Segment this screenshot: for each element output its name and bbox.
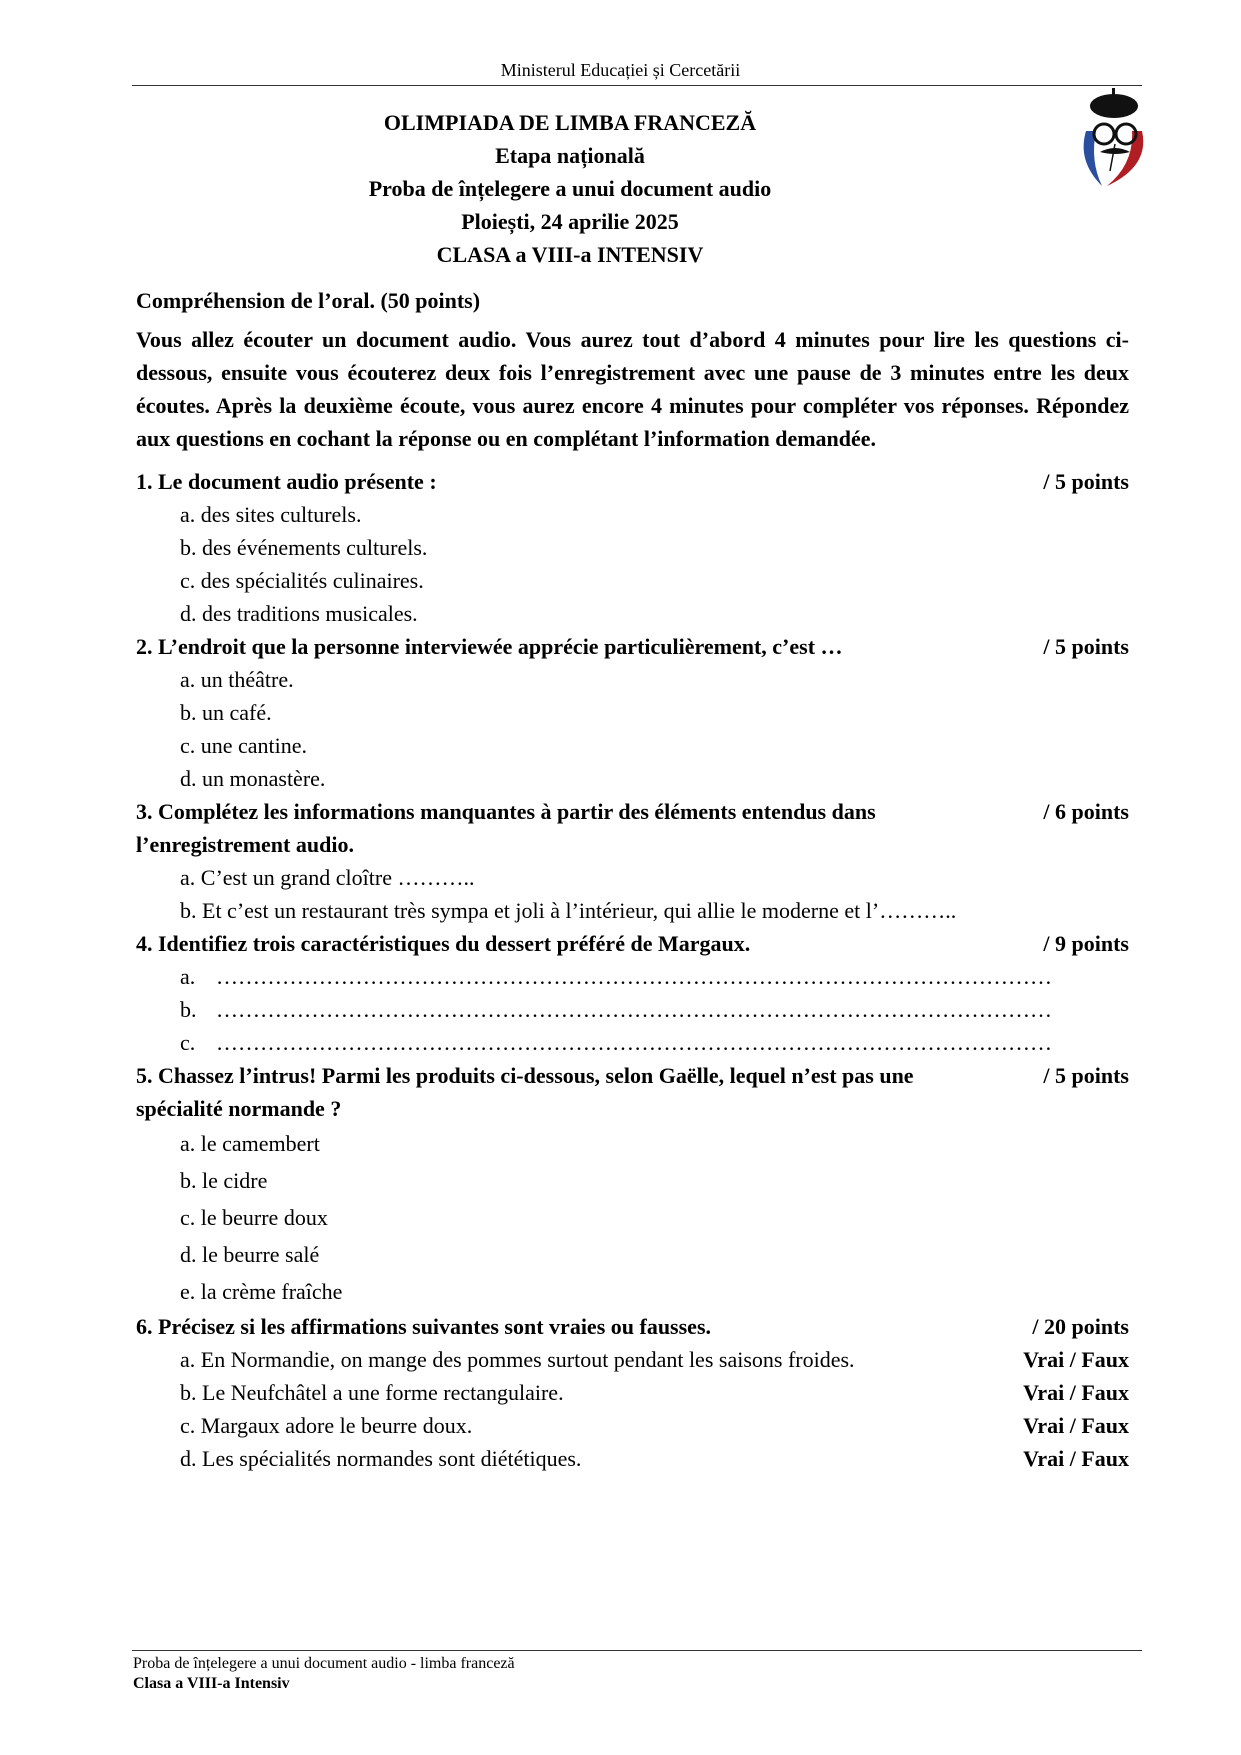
question-text: 3. Complétez les informations manquantes à partir des éléments entendus dans l’enregistrement audio. — [136, 799, 876, 857]
answer-option[interactable]: d. des traditions musicales. — [180, 601, 418, 626]
question-5-block — [136, 1059, 1129, 1310]
question-text: 1. Le document audio présente : — [136, 469, 437, 494]
answer-option[interactable]: d. un monastère. — [180, 766, 326, 791]
statement: a. En Normandie, on mange des pommes surtout pendant les saisons froides. — [180, 1347, 855, 1372]
answer-option[interactable]: b. un café. — [180, 700, 272, 725]
answer-option[interactable]: c. le beurre doux — [180, 1205, 328, 1230]
fill-in-item[interactable]: a. C’est un grand cloître ……….. — [180, 865, 475, 890]
answer-option[interactable]: b. le cidre — [180, 1168, 268, 1193]
answer-label: a. — [180, 964, 196, 989]
question-points: / 5 points — [1043, 469, 1129, 494]
answer-option[interactable]: d. le beurre salé — [180, 1242, 320, 1267]
title-place-date: Ploiești, 24 aprilie 2025 — [461, 209, 679, 234]
answer-line[interactable] — [136, 993, 1129, 1026]
question-points: / 20 points — [1032, 1314, 1129, 1339]
question-points: / 6 points — [1043, 799, 1129, 824]
exam-title-block — [0, 106, 1140, 271]
statement: d. Les spécialités normandes sont diététiques. — [180, 1446, 582, 1471]
answer-option[interactable]: c. une cantine. — [180, 733, 308, 758]
answer-option[interactable]: a. un théâtre. — [180, 667, 294, 692]
vrai-faux-choice[interactable]: Vrai / Faux — [1023, 1380, 1129, 1405]
question-points: / 9 points — [1043, 931, 1129, 956]
question-text: 4. Identifiez trois caractéristiques du dessert préféré de Margaux. — [136, 931, 751, 956]
vrai-faux-choice[interactable]: Vrai / Faux — [1023, 1347, 1129, 1372]
exam-content — [136, 284, 1129, 1475]
question-1 — [136, 465, 1129, 498]
fill-in-item[interactable]: b. Et c’est un restaurant très sympa et joli à l’intérieur, qui allie le moderne et l’……….. — [180, 898, 957, 923]
true-false-row — [136, 1376, 1129, 1409]
true-false-row — [136, 1343, 1129, 1376]
true-false-row — [136, 1442, 1129, 1475]
answer-option[interactable]: a. des sites culturels. — [180, 502, 362, 527]
question-points: / 5 points — [1043, 1063, 1129, 1088]
ministry-header: Ministerul Educației și Cercetării — [500, 60, 741, 80]
question-text: 5. Chassez l’intrus! Parmi les produits ci-dessous, selon Gaëlle, lequel n’est pas une spécialité normande ? — [136, 1063, 914, 1121]
title-test: Proba de înțelegere a unui document audio — [368, 176, 772, 201]
answer-blank[interactable]: …………………………………………………………………………………………………… — [216, 997, 1052, 1022]
answer-label: b. — [180, 997, 197, 1022]
question-4 — [136, 927, 1129, 960]
question-text: 2. L’endroit que la personne interviewée apprécie particulièrement, c’est … — [136, 634, 843, 659]
answer-blank[interactable]: …………………………………………………………………………………………………… — [216, 964, 1052, 989]
answer-option[interactable]: a. le camembert — [180, 1131, 320, 1156]
footer-line-2: Clasa a VIII-a Intensiv — [133, 1675, 290, 1692]
question-2 — [136, 630, 1129, 663]
question-3 — [136, 795, 1129, 861]
footer-divider — [132, 1650, 1142, 1651]
answer-line[interactable] — [136, 1026, 1129, 1059]
statement: c. Margaux adore le beurre doux. — [180, 1413, 473, 1438]
vrai-faux-choice[interactable]: Vrai / Faux — [1023, 1446, 1129, 1471]
answer-option[interactable]: b. des événements culturels. — [180, 535, 428, 560]
true-false-row — [136, 1409, 1129, 1442]
header-divider — [132, 85, 1142, 86]
title-olympiad: OLIMPIADA DE LIMBA FRANCEZĂ — [383, 110, 757, 135]
statement: b. Le Neufchâtel a une forme rectangulaire. — [180, 1380, 564, 1405]
section-heading: Compréhension de l’oral. (50 points) — [136, 288, 481, 313]
answer-line[interactable] — [136, 960, 1129, 993]
answer-option[interactable]: e. la crème fraîche — [180, 1279, 343, 1304]
answer-blank[interactable]: …………………………………………………………………………………………………… — [216, 1030, 1052, 1055]
question-6 — [136, 1310, 1129, 1343]
vrai-faux-choice[interactable]: Vrai / Faux — [1023, 1413, 1129, 1438]
title-stage: Etapa națională — [495, 143, 645, 168]
footer — [133, 1654, 515, 1694]
question-points: / 5 points — [1043, 634, 1129, 659]
question-text: 6. Précisez si les affirmations suivantes sont vraies ou fausses. — [136, 1314, 712, 1339]
title-class: CLASA a VIII-a INTENSIV — [436, 242, 704, 267]
footer-line-1: Proba de înțelegere a unui document audio - limba franceză — [133, 1655, 515, 1672]
answer-label: c. — [180, 1030, 196, 1055]
instructions: Vous allez écouter un document audio. Vous aurez tout d’abord 4 minutes pour lire les questions ci-dessous, ensuite vous écouterez deux fois l’enregistrement avec une pause de 3 minutes entre les deux écoutes. Après la deuxième écoute, vous aurez encore 4 minutes pour compléter vos réponses. Répondez aux questions en cochant la réponse ou en complétant l’information demandée. — [136, 327, 1129, 451]
answer-option[interactable]: c. des spécialités culinaires. — [180, 568, 424, 593]
question-5 — [136, 1059, 1129, 1125]
